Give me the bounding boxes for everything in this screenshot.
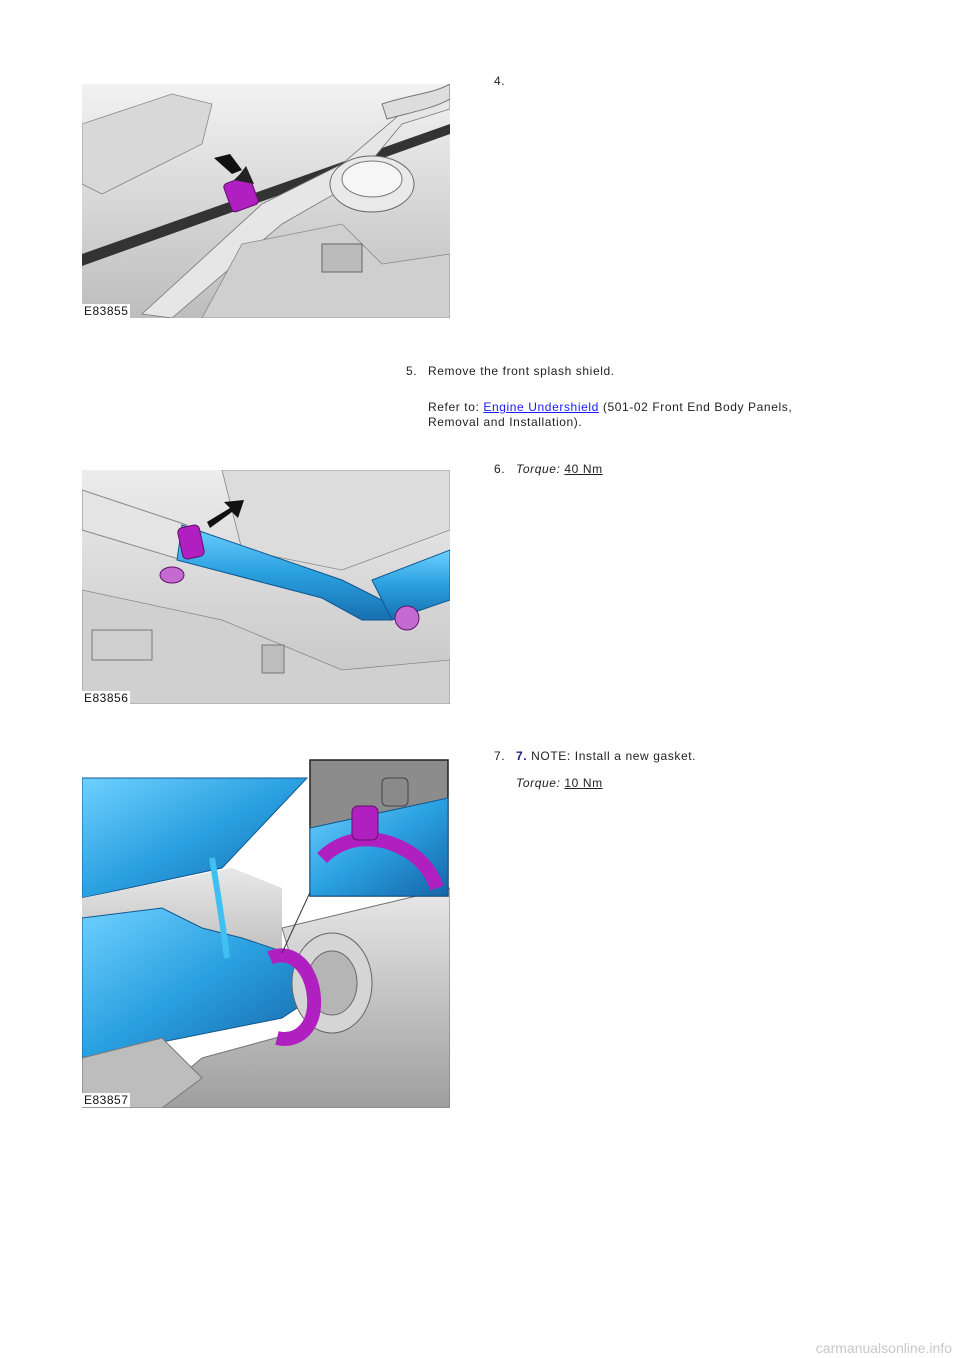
step-7-inline-number: 7. — [516, 749, 528, 763]
torque-label: Torque: — [516, 462, 561, 476]
figure-1-illustration — [82, 84, 450, 318]
engine-bay-illustration — [82, 84, 450, 318]
step-7-torque — [516, 776, 603, 791]
figure-2-code: E83856 — [84, 691, 129, 705]
note-text: NOTE: Install a new gasket. — [531, 749, 697, 763]
step-5-number: 5. — [406, 364, 418, 378]
figure-3-illustration — [82, 758, 450, 1108]
figure-3-code: E83857 — [84, 1093, 129, 1107]
refer-suffix-line1: (501-02 Front End Body Panels, — [602, 400, 793, 414]
exhaust-clamp-illustration — [82, 758, 450, 1108]
watermark: carmanualsonline.info — [815, 1340, 952, 1356]
refer-suffix-line2: Removal and Installation). — [428, 415, 583, 429]
torque-label: Torque: — [516, 776, 561, 790]
step-6-number: 6. — [494, 462, 506, 476]
step-5-reference — [428, 400, 858, 430]
figure-1-code: E83855 — [84, 304, 129, 318]
step-7-number: 7. — [494, 749, 506, 763]
torque-value: 40 Nm — [564, 462, 603, 476]
engine-undershield-link[interactable]: Engine Undershield — [483, 400, 599, 414]
step-7-note — [516, 749, 696, 764]
exhaust-pipe-illustration — [82, 470, 450, 704]
torque-value: 10 Nm — [564, 776, 603, 790]
step-5-instruction: Remove the front splash shield. — [428, 364, 615, 378]
figure-2-illustration — [82, 470, 450, 704]
refer-prefix: Refer to: — [428, 400, 480, 414]
step-6-torque — [516, 462, 603, 477]
step-4-number: 4. — [494, 74, 506, 88]
